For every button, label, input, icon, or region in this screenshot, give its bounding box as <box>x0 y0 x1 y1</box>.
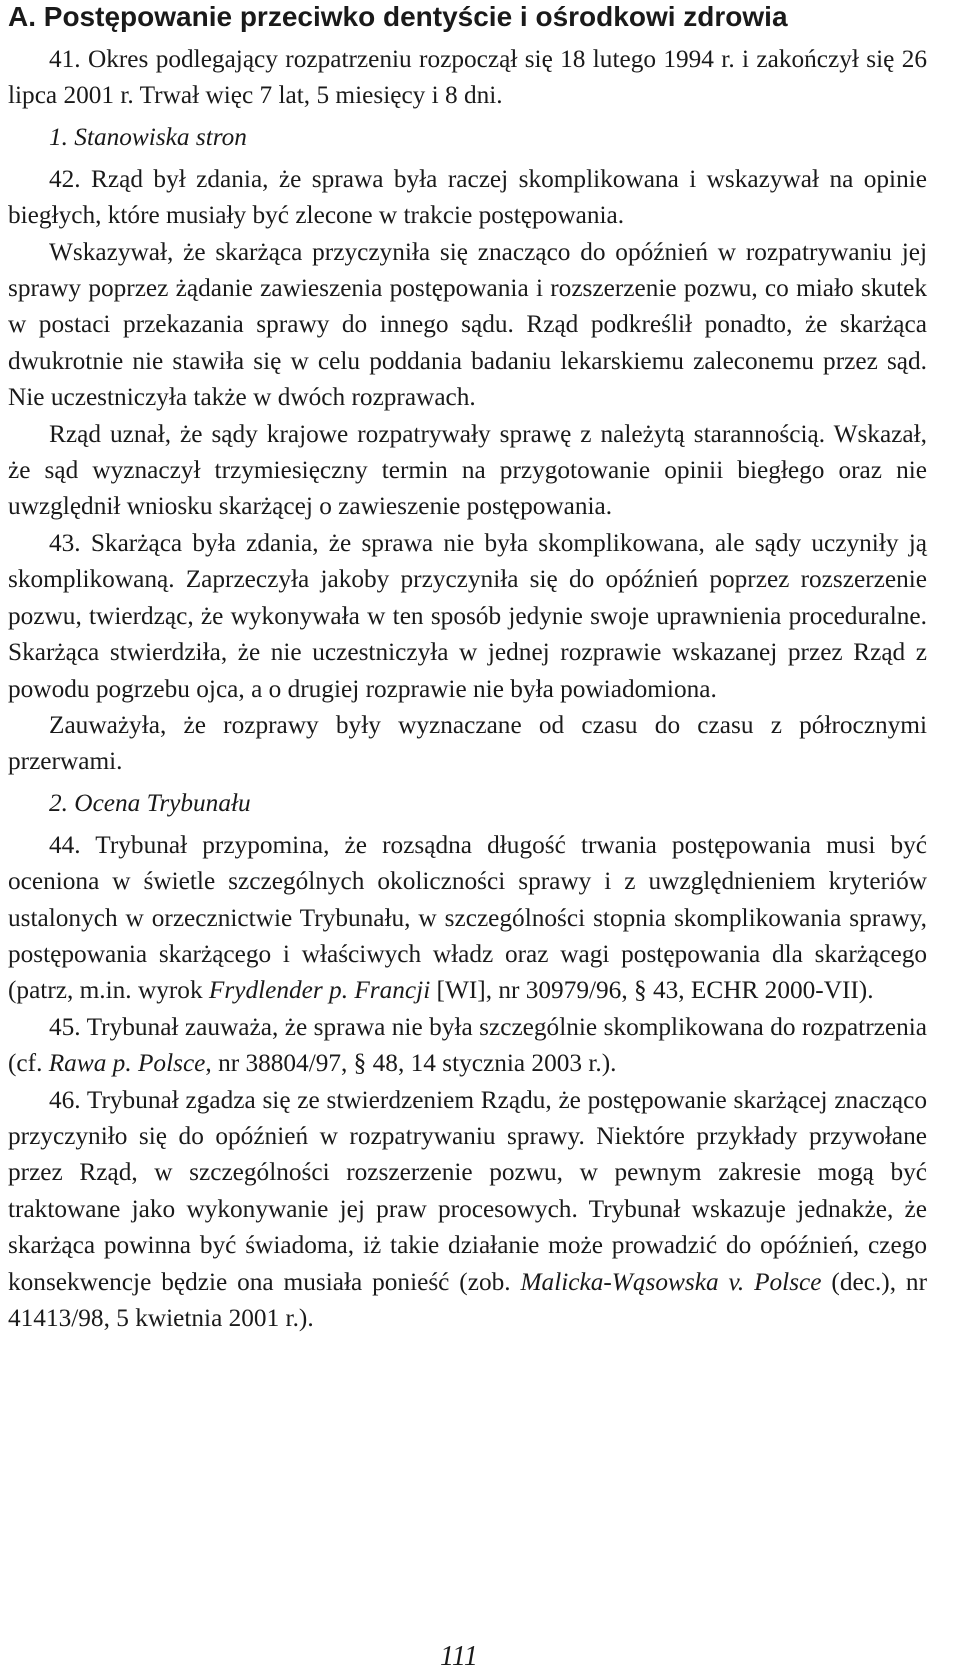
subsection-heading-stanowiska: 1. Stanowiska stron <box>49 122 247 151</box>
page-number: 111 <box>440 1641 478 1672</box>
paragraph-41: 41. Okres podlegający rozpatrzeniu rozpoczął się 18 lutego 1994 r. i zakończył się 26 lipca 2001 r. Trwał więc 7 lat, 5 miesięcy i 8 dni. <box>8 45 927 110</box>
paragraph-45-citation: , nr 38804/97, § 48, 14 stycznia 2003 r.). <box>205 1049 617 1078</box>
paragraph-45 <box>8 1009 927 1082</box>
paragraph-46-citation: (dec.), nr 41413/98, 5 kwietnia 2001 r.). <box>8 1267 927 1332</box>
paragraph-42: 42. Rząd był zdania, że sprawa była raczej skomplikowana i wskazywał na opinie biegłych, które musiały być zlecone w trakcie postępowania. <box>8 164 927 230</box>
paragraph-46-text: 46. Trybunał zgadza się ze stwierdzeniem Rządu, że postępowanie skarżącej znacząco przyczyniło się do opóźnień w rozpatrywaniu sprawy. Niektóre przykłady przywołane przez Rząd, w szczególności rozszerzenie pozwu, w pewnym zakresie mogą być traktowane jako wykonywanie jej praw procesowych. Trybunał wskazuje jednakże, że skarżąca powinna być świadoma, iż takie działanie może prowadzić do opóźnień, czego konsekwencje będzie ona musiała ponieść (zob. <box>8 1085 927 1296</box>
paragraph-45-text: 45. Trybunał zauważa, że sprawa nie była szczególnie skomplikowana do rozpatrzenia (cf. <box>8 1012 927 1078</box>
paragraph-43-continued: Zauważyła, że rozprawy były wyznaczane od czasu do czasu z półrocznymi przerwami. <box>8 710 927 776</box>
section-heading: A. Postępowanie przeciwko dentyście i ośrodkowi zdrowia <box>8 1 788 32</box>
document-body <box>8 41 927 1336</box>
paragraph-42-conclusion: Rząd uznał, że sądy krajowe rozpatrywały sprawę z należytą starannością. Wskazał, że sąd wyznaczył trzymiesięczny termin na przygotowanie opinii biegłego oraz nie uwzględnił wniosku skarżącej o zawieszenie postępowania. <box>8 419 927 521</box>
paragraph-44-citation: [WI], nr 30979/96, § 43, ECHR 2000-VII). <box>430 976 874 1005</box>
paragraph-44 <box>8 827 927 1009</box>
subsection-heading-ocena: 2. Ocena Trybunału <box>49 788 251 817</box>
case-citation-rawa: Rawa p. Polsce <box>48 1049 206 1078</box>
paragraph-44-text: 44. Trybunał przypomina, że rozsądna długość trwania postępowania musi być oceniona w świetle szczególnych okoliczności sprawy i z uwzględnieniem kryteriów ustalonych w orzecznictwie Trybunału, w szczególności stopnia skomplikowania sprawy, postępowania skarżącego i właściwych władz oraz wagi postępowania dla skarżącego (patrz, m.in. wyrok <box>8 830 927 1005</box>
paragraph-46 <box>8 1082 927 1337</box>
case-citation-malicka: Malicka-Wąsowska v. Polsce <box>520 1267 822 1296</box>
paragraph-43: 43. Skarżąca była zdania, że sprawa nie była skomplikowana, ale sądy uczyniły ją skomplikowaną. Zaprzeczyła jakoby przyczyniła się do opóźnień poprzez rozszerzenie pozwu, twierdząc, że wykonywała w ten sposób jedynie swoje uprawnienia proceduralne. Skarżąca stwierdziła, że nie uczestniczyła w jednej rozprawie wskazanej przez Rząd z powodu pogrzebu ojca, a o drugiej rozprawie nie była powiadomiona. <box>8 528 927 703</box>
paragraph-42-continued: Wskazywał, że skarżąca przyczyniła się znacząco do opóźnień w rozpatrywaniu jej sprawy poprzez żądanie zawieszenia postępowania i rozszerzenie pozwu, co miało skutek w postaci przekazania sprawy do innego sądu. Rząd podkreślił ponadto, że skarżąca dwukrotnie nie stawiła się w celu poddania badaniu lekarskiemu zaleconemu przez sąd. Nie uczestniczyła także w dwóch rozprawach. <box>8 237 927 412</box>
case-citation-frydlender: Frydlender p. Francji <box>208 976 431 1005</box>
